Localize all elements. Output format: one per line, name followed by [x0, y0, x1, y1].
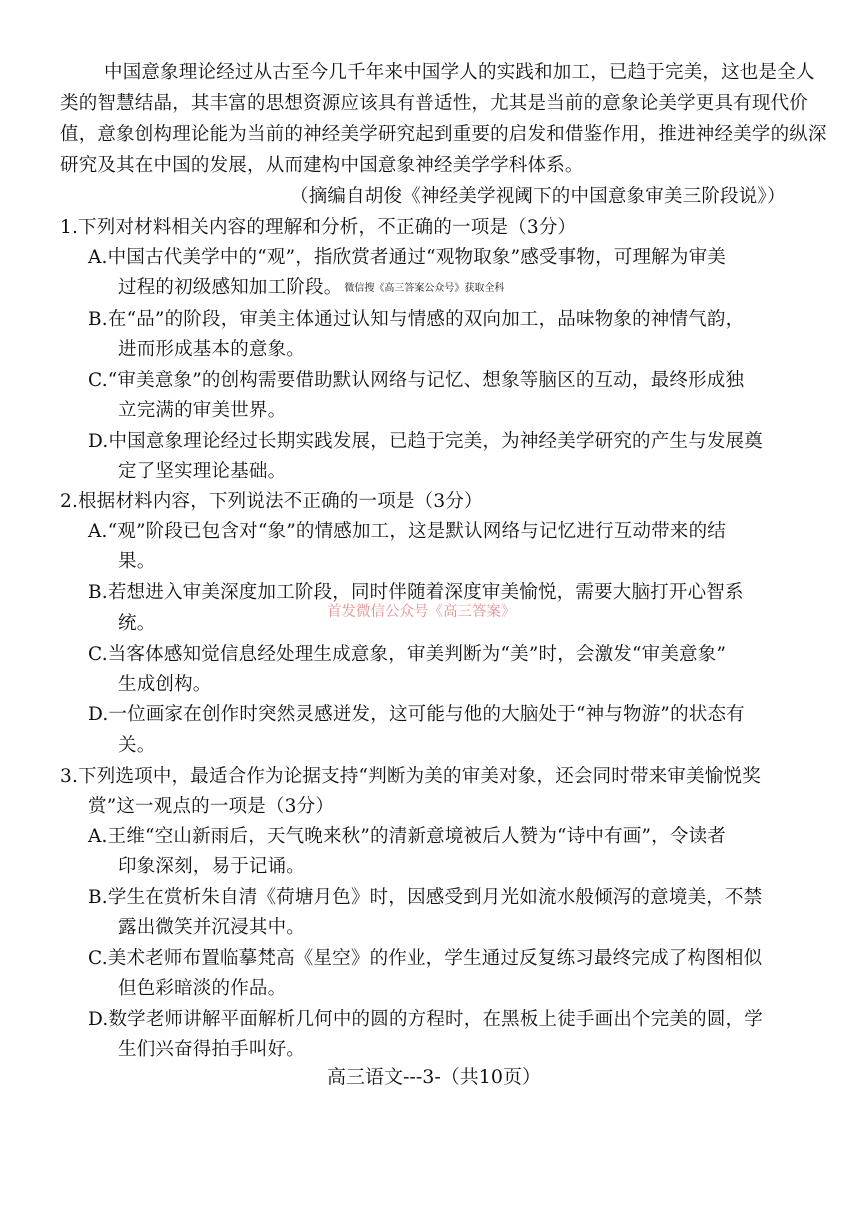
q2-option-c-cont: 生成创构。 — [118, 674, 212, 695]
q2-option-a-cont: 果。 — [118, 551, 156, 572]
q2-option-b: B.若想进入审美深度加工阶段，同时伴随着深度审美愉悦，需要大脑打开心智系 — [88, 582, 744, 603]
q1-option-a-cont: 过程的初级感知加工阶段。 微信搜《高三答案公众号》获取全科 — [118, 277, 505, 298]
q3-option-a: A.王维“空山新雨后，天气晚来秋”的清新意境被后人赞为“诗中有画”，令读者 — [88, 826, 726, 847]
q1-option-b: B.在“品”的阶段，审美主体通过认知与情感的双向加工，品味物象的神情气韵， — [88, 309, 745, 330]
q3-option-c-cont: 但色彩暗淡的作品。 — [118, 978, 287, 999]
q1-option-b-cont: 进而形成基本的意象。 — [118, 339, 306, 360]
question-1-stem: 1.下列对材料相关内容的理解和分析，不正确的一项是（3分） — [60, 217, 577, 238]
q2-option-c: C.当客体感知觉信息经处理生成意象，审美判断为“美”时，会激发“审美意象” — [88, 644, 727, 665]
q2-option-a: A.“观”阶段已包含对“象”的情感加工，这是默认网络与记忆进行互动带来的结 — [88, 521, 726, 542]
passage-line: 值，意象创构理论能为当前的神经美学研究起到重要的启发和借鉴作用，推进神经美学的纵深 — [60, 124, 827, 145]
page-footer: 高三语文---3-（共10页） — [327, 1066, 541, 1088]
passage-source: （摘编自胡俊《神经美学视阈下的中国意象审美三阶段说》） — [290, 186, 786, 207]
q3-option-d: D.数学老师讲解平面解析几何中的圆的方程时，在黑板上徒手画出个完美的圆，学 — [88, 1009, 763, 1030]
q1-option-a: A.中国古代美学中的“观”，指欣赏者通过“观物取象”感受事物，可理解为审美 — [88, 247, 726, 268]
q1-option-c: C.“审美意象”的创构需要借助默认网络与记忆、想象等脑区的互动，最终形成独 — [88, 370, 745, 391]
passage-line: 研究及其在中国的发展，从而建构中国意象神经美学学科体系。 — [60, 155, 584, 176]
q3-option-d-cont: 生们兴奋得拍手叫好。 — [118, 1039, 306, 1060]
q2-option-b-cont: 统。 — [118, 613, 156, 634]
q2-option-d-cont: 关。 — [118, 735, 156, 756]
question-3-stem-cont: 赏”这一观点的一项是（3分） — [88, 796, 335, 817]
q1-option-d-cont: 定了坚实理论基础。 — [118, 461, 287, 482]
q3-option-a-cont: 印象深刻，易于记诵。 — [118, 856, 306, 877]
watermark-red: 首发微信公众号《高三答案》 — [327, 604, 516, 620]
q3-option-c: C.美术老师布置临摹梵高《星空》的作业，学生通过反复练习最终完成了构图相似 — [88, 948, 763, 969]
passage-line: 中国意象理论经过从古至今几千年来中国学人的实践和加工，已趋于完美，这也是全人 — [104, 62, 815, 83]
q1-option-c-cont: 立完满的审美世界。 — [118, 400, 287, 421]
question-3-stem: 3.下列选项中，最适合作为论据支持“判断为美的审美对象，还会同时带来审美愉悦奖 — [60, 766, 761, 787]
passage-line: 类的智慧结晶，其丰富的思想资源应该具有普适性，尤其是当前的意象论美学更具有现代价 — [60, 93, 809, 114]
q3-option-b: B.学生在赏析朱自清《荷塘月色》时，因感受到月光如流水般倾泻的意境美，不禁 — [88, 887, 763, 908]
q1-option-d: D.中国意象理论经过长期实践发展，已趋于完美，为神经美学研究的产生与发展奠 — [88, 431, 763, 452]
question-2-stem: 2.根据材料内容，下列说法不正确的一项是（3分） — [60, 491, 483, 512]
watermark-small: 微信搜《高三答案公众号》获取全科 — [344, 283, 505, 294]
q3-option-b-cont: 露出微笑并沉浸其中。 — [118, 917, 306, 938]
q2-option-d: D.一位画家在创作时突然灵感迸发，这可能与他的大脑处于“神与物游”的状态有 — [88, 704, 745, 725]
